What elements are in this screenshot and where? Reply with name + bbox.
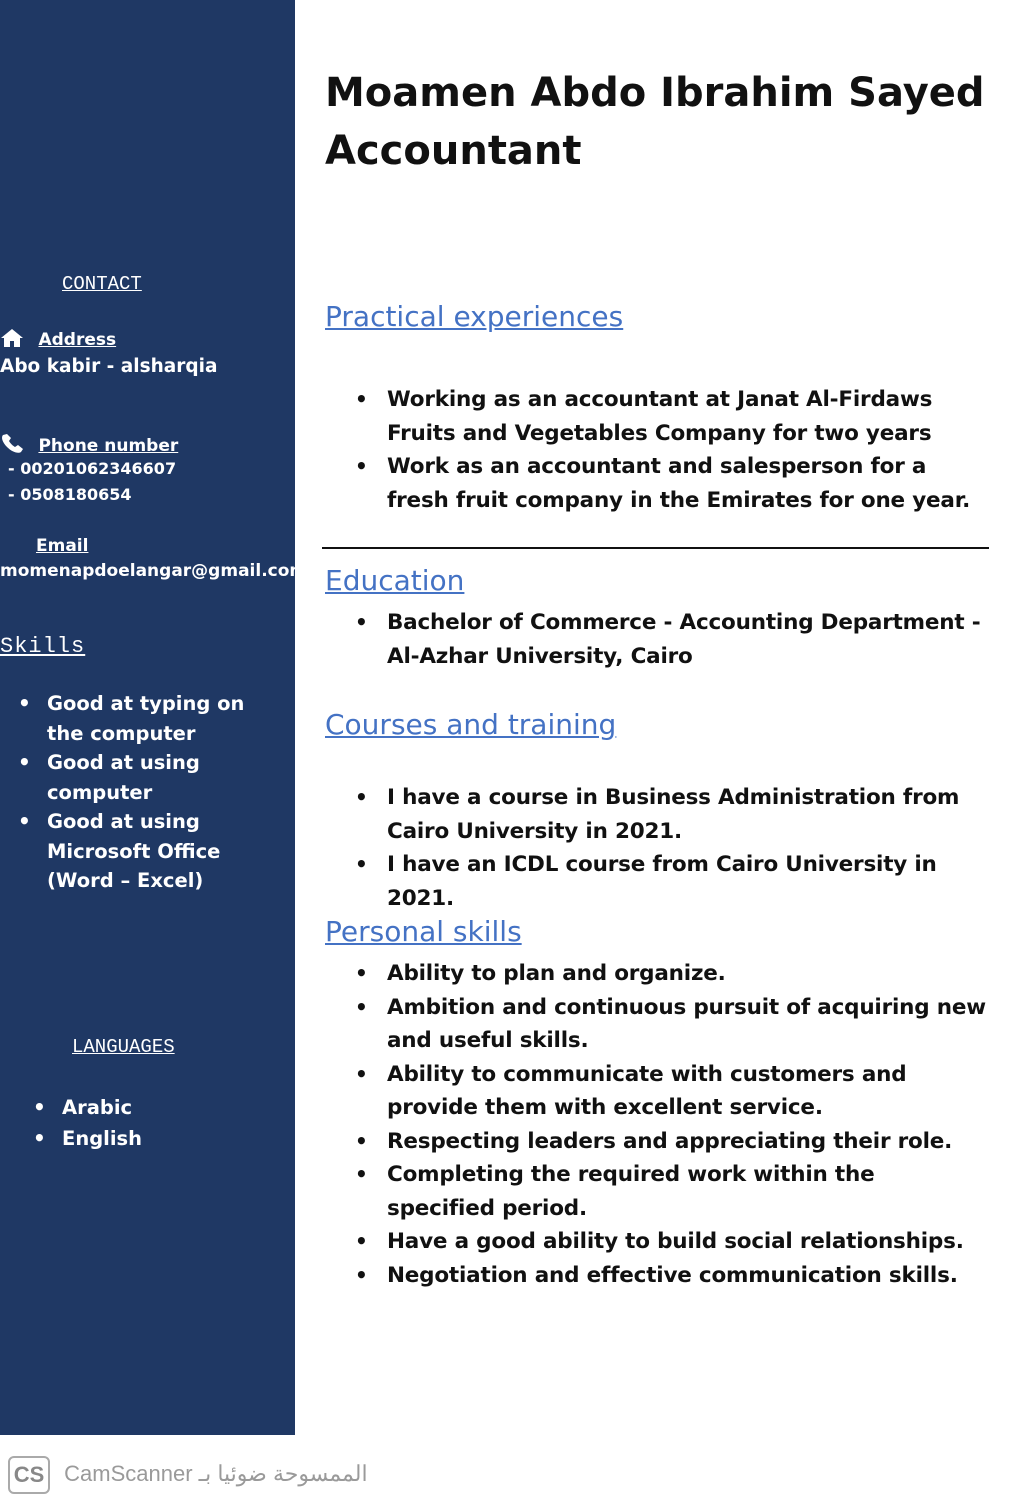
experience-heading: Practical experiences (325, 300, 624, 333)
phone-icon (0, 433, 26, 460)
education-item: • Bachelor of Commerce - Accounting Department - Al-Azhar University, Cairo (387, 606, 987, 673)
experience-list (387, 383, 987, 517)
language-item: • English (62, 1123, 262, 1154)
personal-skill-item: • Ability to communicate with customers and provide them with excellent service. (387, 1058, 987, 1125)
skill-item: • Good at typing on the computer (47, 689, 287, 748)
course-item: • I have an ICDL course from Cairo University in 2021. (387, 848, 987, 915)
skill-item: • Good at using computer (47, 748, 287, 807)
email-label: Email (36, 536, 89, 556)
education-list (387, 606, 987, 673)
address-value: Abo kabir - alsharqia (0, 356, 218, 377)
watermark-text: CamScanner الممسوحة ضوئيا بـ (64, 1460, 368, 1486)
skill-item: • Good at using Microsoft Office (Word – Excel) (47, 807, 287, 896)
candidate-name: Moamen Abdo Ibrahim Sayed (325, 70, 985, 116)
personal-skill-item: • Have a good ability to build social relationships. (387, 1225, 987, 1259)
camscanner-logo: CS (8, 1456, 50, 1494)
personal-skill-item: • Completing the required work within the specified period. (387, 1158, 987, 1225)
experience-item: • Working as an accountant at Janat Al-Firdaws Fruits and Vegetables Company for two years (387, 383, 987, 450)
course-item: • I have a course in Business Administration from Cairo University in 2021. (387, 781, 987, 848)
address-label: Address (38, 329, 117, 350)
personal-skills-list (387, 957, 987, 1292)
phone-label-row (0, 433, 178, 460)
home-icon (0, 328, 24, 353)
job-title: Accountant (325, 128, 582, 174)
personal-skill-item: • Negotiation and effective communication skills. (387, 1259, 987, 1293)
languages-list (62, 1092, 262, 1154)
courses-heading: Courses and training (325, 708, 617, 741)
education-heading: Education (325, 564, 465, 597)
personal-skill-item: • Respecting leaders and appreciating their role. (387, 1125, 987, 1159)
experience-item: • Work as an accountant and salesperson for a fresh fruit company in the Emirates for one year. (387, 450, 987, 517)
personal-skills-heading: Personal skills (325, 915, 522, 948)
personal-skill-item: • Ability to plan and organize. (387, 957, 987, 991)
sidebar (0, 0, 308, 1435)
email-value: momenapdoelangar@gmail.com (0, 561, 308, 581)
courses-list (387, 781, 987, 915)
skills-list (47, 689, 287, 896)
personal-skill-item: • Ambition and continuous pursuit of acquiring new and useful skills. (387, 991, 987, 1058)
language-item: • Arabic (62, 1092, 262, 1123)
section-divider (322, 547, 989, 549)
languages-heading: LANGUAGES (72, 1036, 175, 1058)
phone-label: Phone number (38, 435, 179, 456)
skills-heading: Skills (0, 634, 86, 659)
camscanner-watermark (8, 1456, 368, 1494)
contact-heading: CONTACT (62, 273, 142, 295)
phone-number-1: - 00201062346607 (8, 459, 177, 478)
address-label-row (0, 328, 116, 353)
phone-number-2: - 0508180654 (8, 485, 132, 504)
